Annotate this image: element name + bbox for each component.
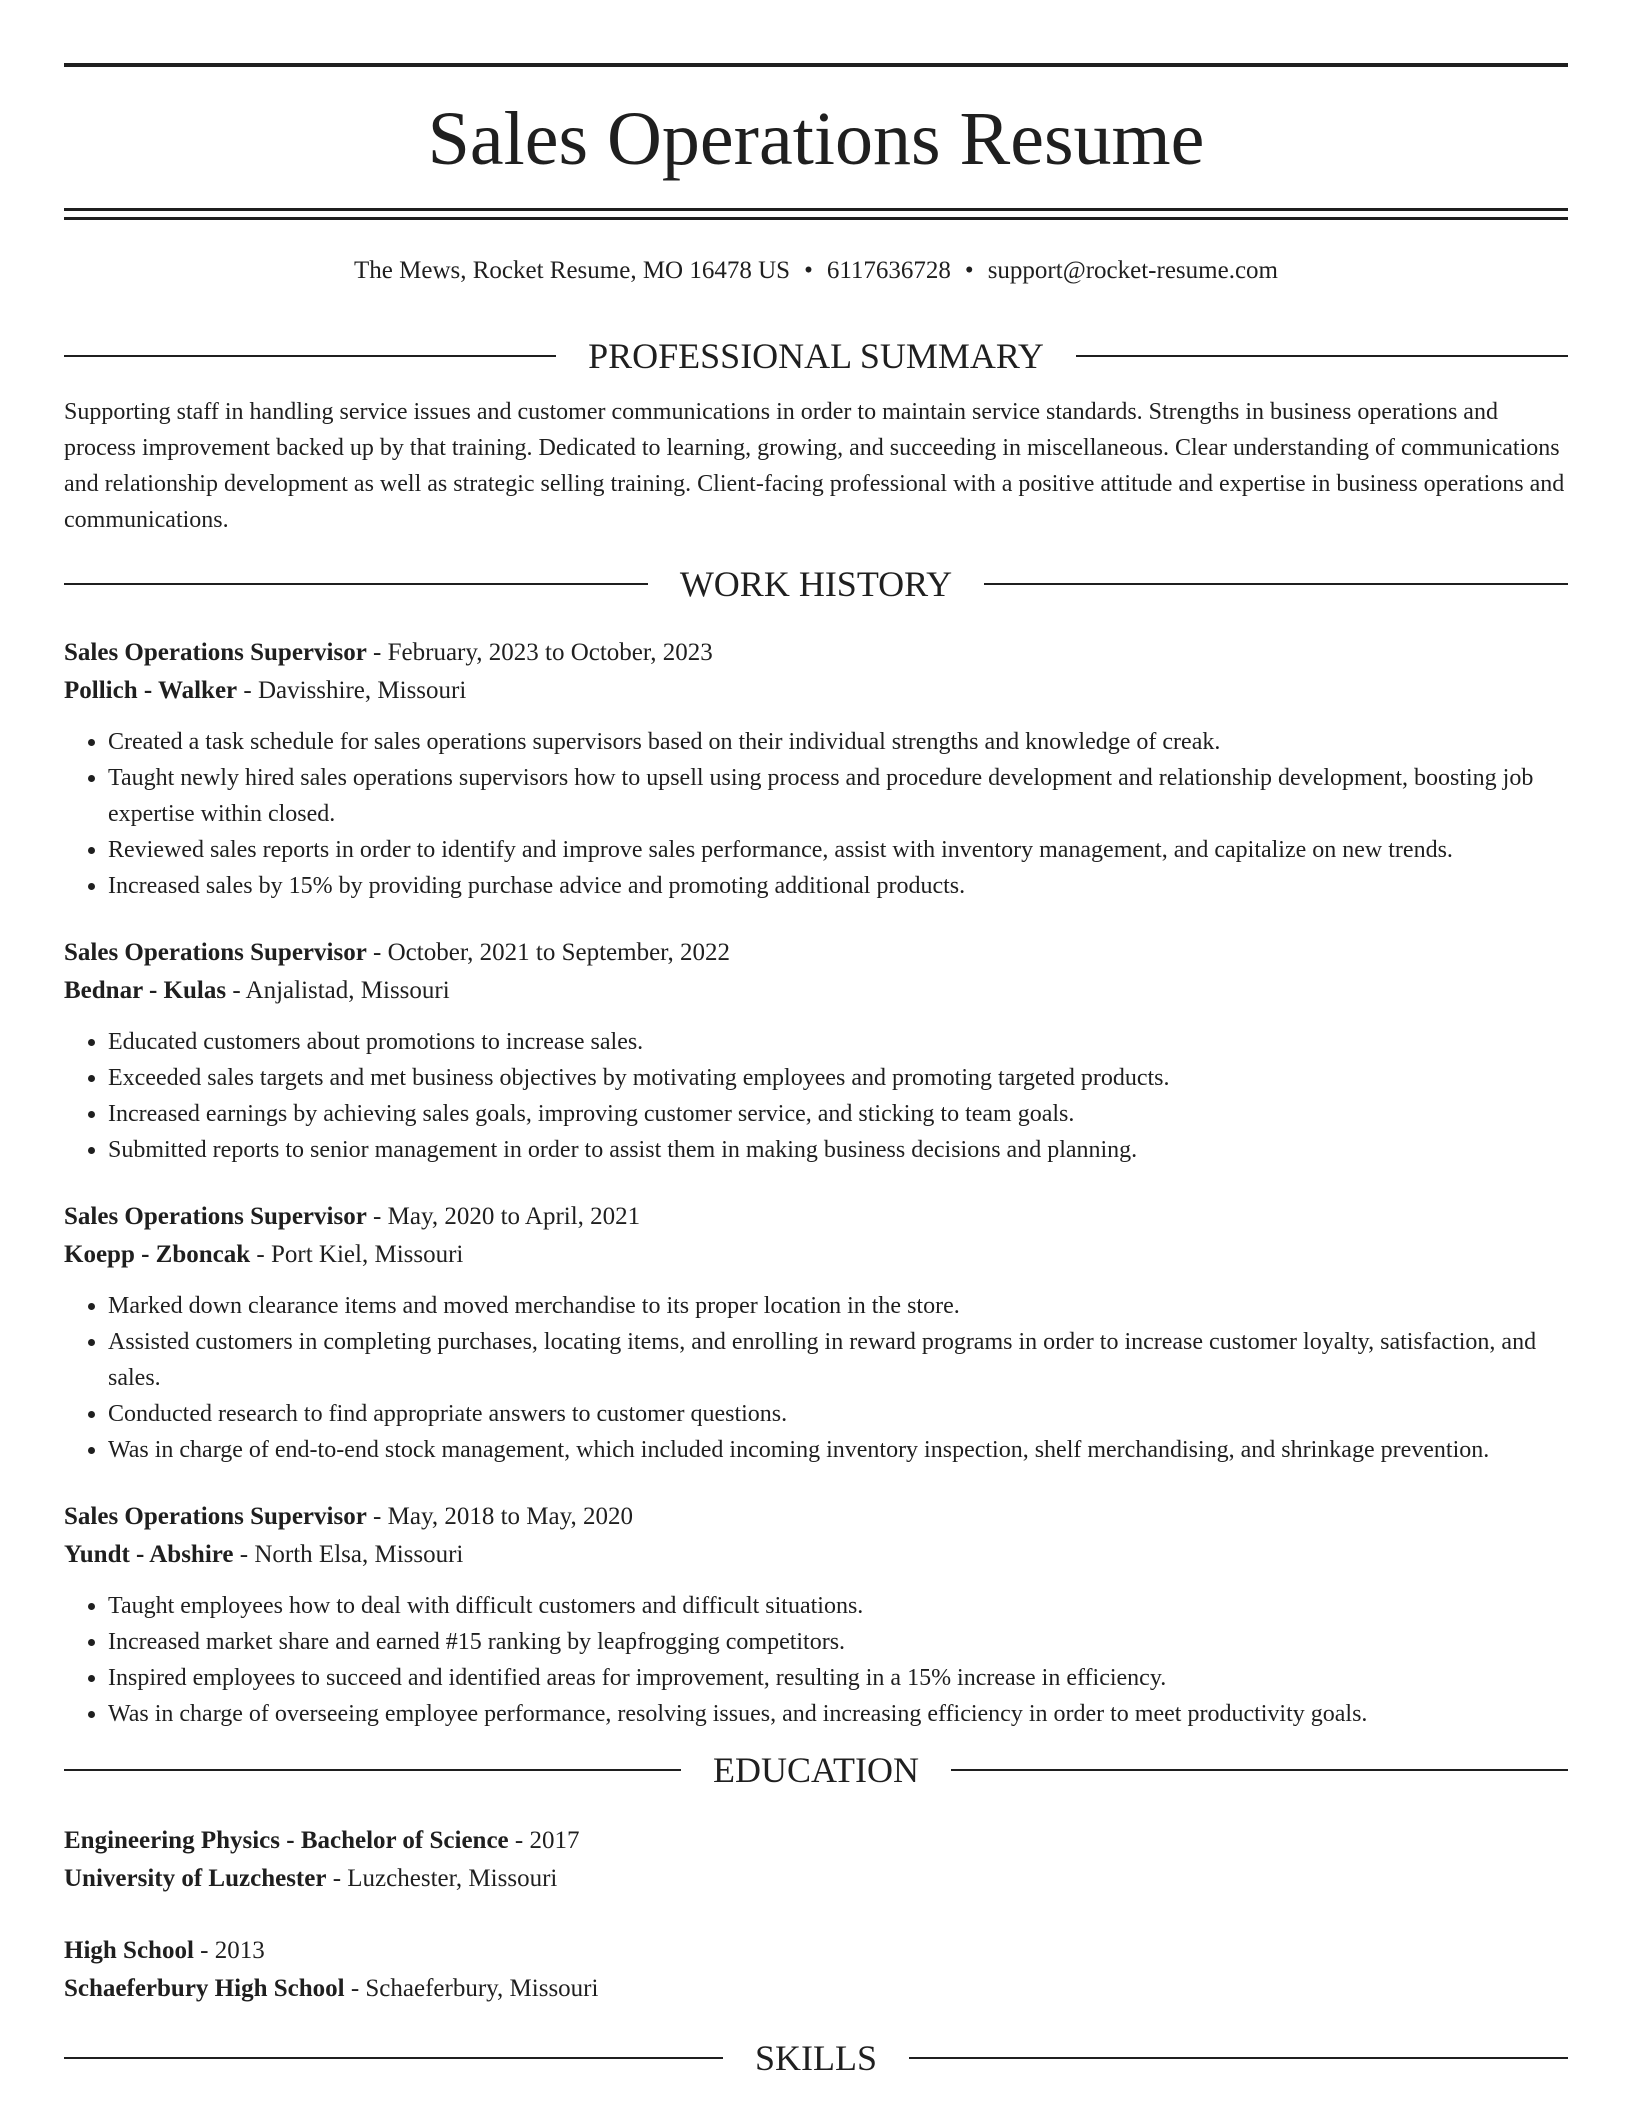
job-dates: - May, 2020 to April, 2021 <box>366 1203 641 1230</box>
job-bullets <box>64 724 1568 904</box>
contact-separator: • <box>804 257 813 284</box>
section-heading-summary <box>64 328 1568 384</box>
contact-phone: 6117636728 <box>826 257 951 284</box>
degree: High School <box>64 1937 194 1964</box>
list-item: • Was in charge of overseeing employee performance, resolving issues, and increasing efficiency in order to meet productivity goals. <box>108 1696 1568 1732</box>
job-title-line <box>64 1198 1568 1236</box>
heading-rule <box>64 355 556 357</box>
job-title-line <box>64 934 1568 972</box>
job-bullets <box>64 1588 1568 1732</box>
job-dates: - May, 2018 to May, 2020 <box>366 1503 633 1530</box>
heading-rule <box>64 583 648 585</box>
section-heading-education <box>64 1742 1568 1798</box>
education-entry <box>64 1822 1568 1898</box>
job-company-line <box>64 1236 1568 1274</box>
job-company-line <box>64 672 1568 710</box>
work-entry <box>64 934 1568 1168</box>
list-item: • Increased sales by 15% by providing purchase advice and promoting additional products. <box>108 868 1568 904</box>
contact-address: The Mews, Rocket Resume, MO 16478 US <box>354 257 791 284</box>
job-location: - Port Kiel, Missouri <box>250 1241 464 1268</box>
job-company-line <box>64 1536 1568 1574</box>
job-company: Bednar - Kulas <box>64 977 227 1004</box>
job-title: Sales Operations Supervisor <box>64 1503 367 1530</box>
list-item: • Taught newly hired sales operations supervisors how to upsell using process and procedure development and relationship development, boosting job expertise within closed. <box>108 760 1568 832</box>
job-company-line <box>64 972 1568 1010</box>
list-item: • Taught employees how to deal with difficult customers and difficult situations. <box>108 1588 1568 1624</box>
contact-line <box>64 254 1568 288</box>
list-item: • Educated customers about promotions to increase sales. <box>108 1024 1568 1060</box>
heading-rule <box>64 1769 681 1771</box>
list-item: • Assisted customers in completing purchases, locating items, and enrolling in reward programs in order to increase customer loyalty, satisfaction, and sales. <box>108 1324 1568 1396</box>
contact-email: support@rocket-resume.com <box>987 257 1278 284</box>
list-item: • Increased earnings by achieving sales goals, improving customer service, and sticking to team goals. <box>108 1096 1568 1132</box>
list-item: • Conducted research to find appropriate answers to customer questions. <box>108 1396 1568 1432</box>
degree-line <box>64 1932 1568 1970</box>
list-item: • Inspired employees to succeed and identified areas for improvement, resulting in a 15% increase in efficiency. <box>108 1660 1568 1696</box>
work-entry <box>64 1198 1568 1468</box>
graduation-year: - 2013 <box>193 1937 265 1964</box>
section-heading-skills <box>64 2030 1568 2086</box>
job-bullets <box>64 1288 1568 1468</box>
job-company: Koepp - Zboncak <box>64 1241 251 1268</box>
section-title: PROFESSIONAL SUMMARY <box>588 336 1044 376</box>
page-title: Sales Operations Resume <box>427 97 1205 181</box>
school-name: University of Luzchester <box>64 1865 327 1892</box>
school-line <box>64 1970 1568 2008</box>
top-rule <box>64 63 1568 67</box>
list-item: • Reviewed sales reports in order to identify and improve sales performance, assist with inventory management, and capitalize on new trends. <box>108 832 1568 868</box>
education-entry <box>64 1932 1568 2008</box>
heading-rule <box>984 583 1568 585</box>
job-title: Sales Operations Supervisor <box>64 639 367 666</box>
work-entry <box>64 1498 1568 1732</box>
job-dates: - October, 2021 to September, 2022 <box>366 939 730 966</box>
section-title: EDUCATION <box>713 1750 919 1790</box>
list-item: • Exceeded sales targets and met business objectives by motivating employees and promoting targeted products. <box>108 1060 1568 1096</box>
contact-separator: • <box>964 257 974 284</box>
job-title-line <box>64 634 1568 672</box>
graduation-year: - 2017 <box>508 1827 580 1854</box>
job-title: Sales Operations Supervisor <box>64 1203 367 1230</box>
job-location: - Anjalistad, Missouri <box>226 977 450 1004</box>
job-title: Sales Operations Supervisor <box>64 939 367 966</box>
list-item: • Increased market share and earned #15 ranking by leapfrogging competitors. <box>108 1624 1568 1660</box>
job-bullets <box>64 1024 1568 1168</box>
school-line <box>64 1860 1568 1898</box>
degree-line <box>64 1822 1568 1860</box>
section-title: SKILLS <box>755 2038 878 2078</box>
job-title-line <box>64 1498 1568 1536</box>
list-item: • Created a task schedule for sales operations supervisors based on their individual strengths and knowledge of creak. <box>108 724 1568 760</box>
heading-rule <box>951 1769 1568 1771</box>
degree: Engineering Physics - Bachelor of Science <box>64 1827 509 1854</box>
heading-rule <box>909 2057 1568 2059</box>
job-company: Pollich - Walker <box>64 677 238 704</box>
section-heading-work <box>64 556 1568 612</box>
heading-rule <box>1076 355 1568 357</box>
professional-summary: Supporting staff in handling service issues and customer communications in order to maintain service standards. Strengths in business operations and process improvement backed up by that training. Dedicated to learning, growing, and succeeding in miscellaneous. Clear understanding of communications and relationship development as well as strategic selling training. Client-facing professional with a positive attitude and expertise in business operations and communications. <box>64 399 1565 533</box>
list-item: • Was in charge of end-to-end stock management, which included incoming inventory inspection, shelf merchandising, and shrinkage prevention. <box>108 1432 1568 1468</box>
list-item: • Submitted reports to senior management in order to assist them in making business decisions and planning. <box>108 1132 1568 1168</box>
heading-rule <box>64 2057 723 2059</box>
job-dates: - February, 2023 to October, 2023 <box>366 639 713 666</box>
list-item: • Marked down clearance items and moved merchandise to its proper location in the store. <box>108 1288 1568 1324</box>
work-entry <box>64 634 1568 904</box>
resume-content <box>64 328 1568 2086</box>
school-name: Schaeferbury High School <box>64 1975 345 2002</box>
school-location: - Luzchester, Missouri <box>326 1865 558 1892</box>
title-double-rule <box>64 208 1568 220</box>
section-title: WORK HISTORY <box>679 564 953 604</box>
job-company: Yundt - Abshire <box>64 1541 234 1568</box>
job-location: - Davisshire, Missouri <box>237 677 467 704</box>
school-location: - Schaeferbury, Missouri <box>344 1975 599 2002</box>
job-location: - North Elsa, Missouri <box>233 1541 464 1568</box>
